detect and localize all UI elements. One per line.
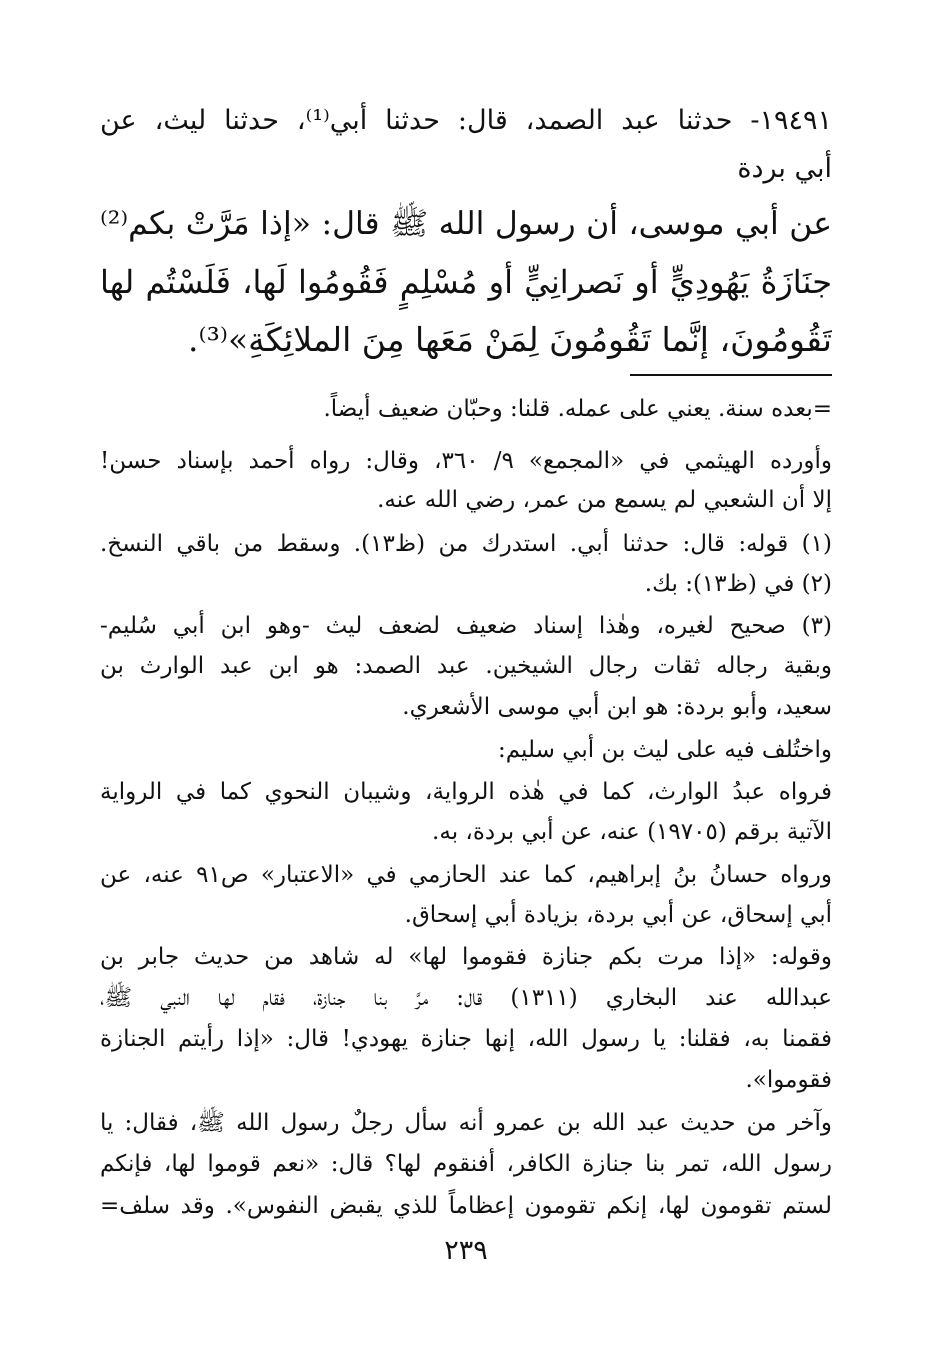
footnote-line: ورواه حسانُ بنُ إبراهيم، كما عند الحازمي في «الاعتبار» ص٩١ عنه، عن bbox=[100, 862, 832, 888]
footnote-line: إلا أن الشعبي لم يسمع من عمر، رضي الله عنه. bbox=[377, 487, 832, 513]
footnote-line: فرواه عبدُ الوارث، كما في هٰذه الرواية، وشيبان النحوي كما في الرواية bbox=[100, 779, 832, 805]
footnote-line: وقوله: «إذا مرت بكم جنازة فقوموا لها» له شاهد من حديث جابر بن bbox=[100, 944, 832, 970]
hadith-text-line-1: عن أبي موسى، أن رسول الله ﷺ قال: «إذا مَرَّتْ بكم⁽²⁾ bbox=[100, 206, 832, 242]
footnote-3: (٣) صحيح لغيره، وهٰذا إسناد ضعيف لضعف ليث -وهو ابن أبي سُليم- bbox=[100, 613, 832, 639]
isnad-end-line: أبي بردة bbox=[737, 153, 832, 184]
footnote-line: الآتية برقم (١٩٧٠٥) عنه، عن أبي بردة، به. bbox=[432, 819, 832, 845]
footnote-line: فقوموا». bbox=[745, 1067, 832, 1093]
page-number: ٢٣٩ bbox=[444, 1235, 488, 1266]
footnote-line: عبدالله عند البخاري (١٣١١) قال: مرَّ بنا جنازة، فقام لها النبي ﷺ، bbox=[100, 985, 832, 1011]
footnote-line: وبقية رجاله ثقات رجال الشيخين. عبد الصمد: هو ابن عبد الوارث بن bbox=[100, 653, 832, 679]
footnote-line: سعيد، وأبو بردة: هو ابن أبي موسى الأشعري. bbox=[402, 694, 832, 720]
hadith-number-line: ١٩٤٩١- حدثنا عبد الصمد، قال: حدثنا أبي⁽¹⁾، حدثنا ليث، عن bbox=[100, 105, 832, 136]
footnote-line: وأورده الهيثمي في «المجمع» ٩/ ٣٦٠، وقال: رواه أحمد بإسناد حسن! bbox=[100, 448, 832, 474]
footnote-line: لستم تقومون لها، إنكم تقومون إعظاماً للذي يقبض النفوس». وقد سلف= bbox=[100, 1193, 832, 1219]
footnote-line: واختُلف فيه على ليث بن أبي سليم: bbox=[497, 737, 832, 763]
footnote-line: رسول الله، تمر بنا جنازة الكافر، أفنقوم لها؟ قال: «نعم قوموا لها، فإنكم bbox=[100, 1151, 832, 1177]
footnote-2: (٢) في (ظ١٣): بك. bbox=[644, 571, 832, 597]
hadith-text-line-2: جنَازَةُ يَهُودِيٍّ أو نَصرانِيٍّ أو مُسْلِمٍ فَقُومُوا لَها، فَلَسْتُم لها bbox=[100, 263, 832, 301]
footnote-line: أبي إسحاق، عن أبي بردة، بزيادة أبي إسحاق. bbox=[404, 902, 832, 928]
footnote-1: (١) قوله: قال: حدثنا أبي. استدرك من (ظ١٣). وسقط من باقي النسخ. bbox=[100, 531, 832, 557]
hadith-text-line-3: تَقُومُونَ، إنَّما تَقُومُونَ لِمَنْ مَعَها مِنَ الملائِكَةِ»⁽³⁾. bbox=[188, 320, 832, 359]
footnote-separator bbox=[630, 374, 832, 376]
footnote-line: فقمنا به، فقلنا: يا رسول الله، إنها جنازة يهودي! قال: «إذا رأيتم الجنازة bbox=[100, 1026, 832, 1052]
footnote-line: وآخر من حديث عبد الله بن عمرو أنه سأل رجلٌ رسول الله ﷺ، فقال: يا bbox=[100, 1110, 832, 1136]
footnote-line: =بعده سنة. يعني على عمله. قلنا: وحبّان ضعيف أيضاً. bbox=[323, 396, 832, 422]
